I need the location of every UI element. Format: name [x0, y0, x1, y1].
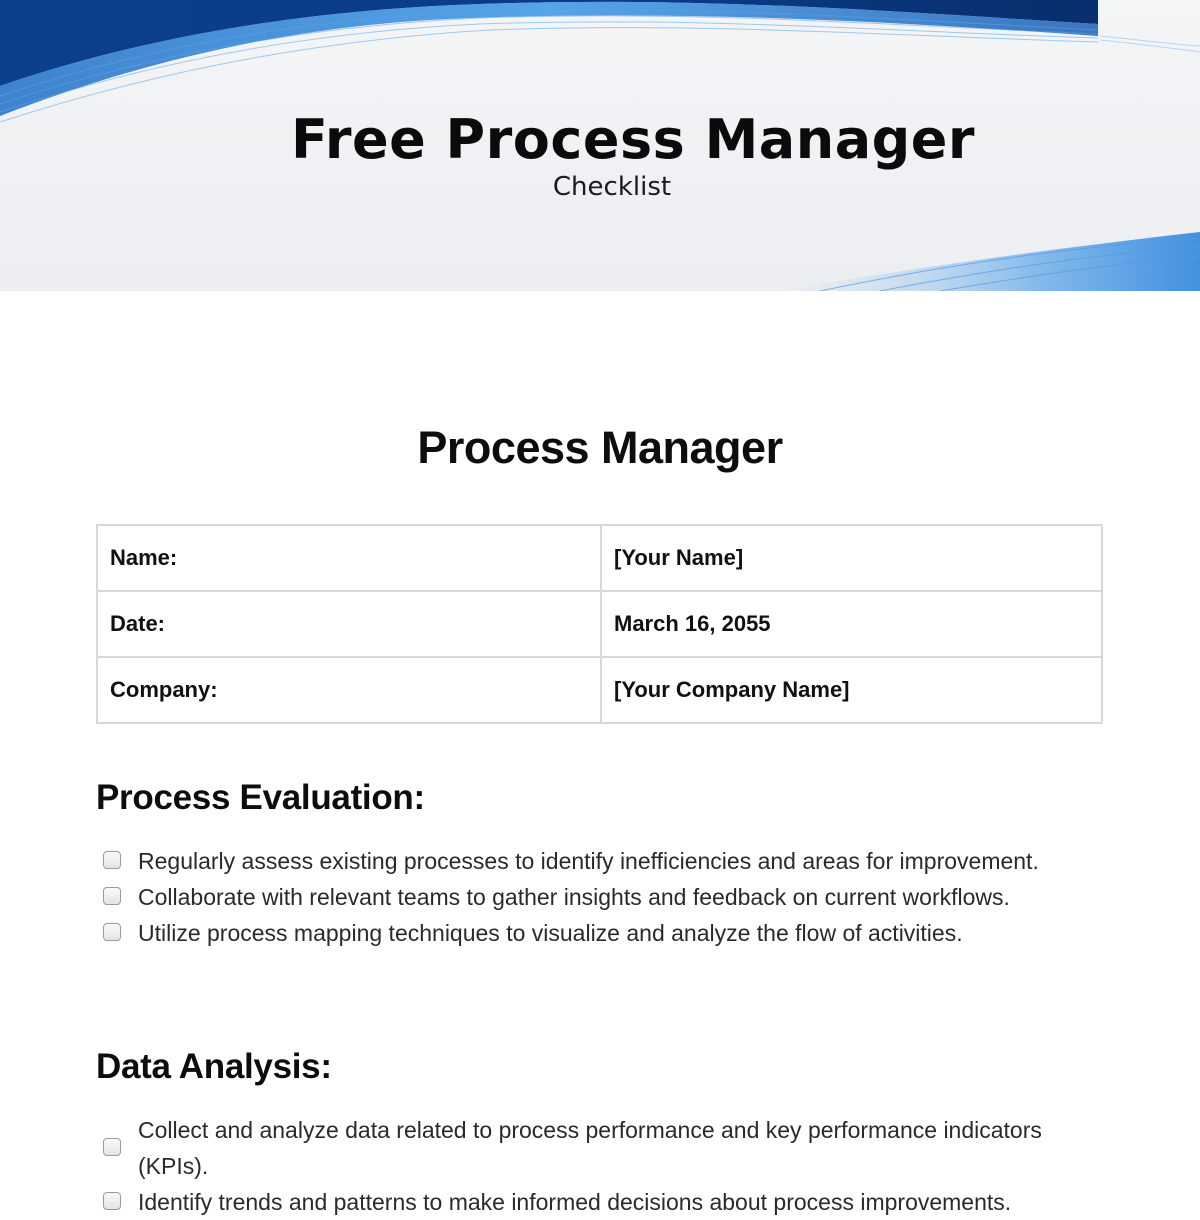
- banner-subtitle: Checklist: [552, 172, 672, 202]
- list-item: [96, 1184, 1106, 1220]
- date-value[interactable]: March 16, 2055: [601, 591, 1102, 657]
- checkbox[interactable]: [103, 923, 121, 941]
- list-item-text: Identify trends and patterns to make informed decisions about process improvements.: [138, 1189, 1012, 1215]
- company-label: Company:: [97, 657, 601, 723]
- list-item-text: Collaborate with relevant teams to gather insights and feedback on current workflows.: [138, 884, 1010, 910]
- checkbox[interactable]: [103, 1192, 121, 1210]
- name-label: Name:: [97, 525, 601, 591]
- checkbox[interactable]: [103, 887, 121, 905]
- list-item-text: Regularly assess existing processes to identify inefficiencies and areas for improvement.: [138, 848, 1039, 874]
- table-row: [97, 525, 1102, 591]
- section-heading-data-analysis: Data Analysis:: [96, 1047, 332, 1086]
- list-item: [96, 843, 1106, 879]
- info-table: [96, 524, 1103, 724]
- list-item-text: Collect and analyze data related to process performance and key performance indicators (KPIs).: [138, 1117, 1042, 1179]
- company-value[interactable]: [Your Company Name]: [601, 657, 1102, 723]
- list-item: [96, 1112, 1106, 1184]
- checkbox[interactable]: [103, 851, 121, 869]
- document-title: Process Manager: [417, 422, 783, 473]
- table-row: [97, 657, 1102, 723]
- date-label: Date:: [97, 591, 601, 657]
- banner-title: Free Process Manager: [290, 108, 976, 171]
- header-banner: [0, 0, 1200, 291]
- list-item: [96, 879, 1106, 915]
- checkbox[interactable]: [103, 1138, 121, 1156]
- section-heading-process-evaluation: Process Evaluation:: [96, 778, 425, 817]
- checklist-process-evaluation: [96, 843, 1106, 951]
- list-item: [96, 915, 1106, 951]
- checklist-data-analysis: [96, 1112, 1106, 1220]
- list-item-text: Utilize process mapping techniques to visualize and analyze the flow of activities.: [138, 920, 963, 946]
- name-value[interactable]: [Your Name]: [601, 525, 1102, 591]
- table-row: [97, 591, 1102, 657]
